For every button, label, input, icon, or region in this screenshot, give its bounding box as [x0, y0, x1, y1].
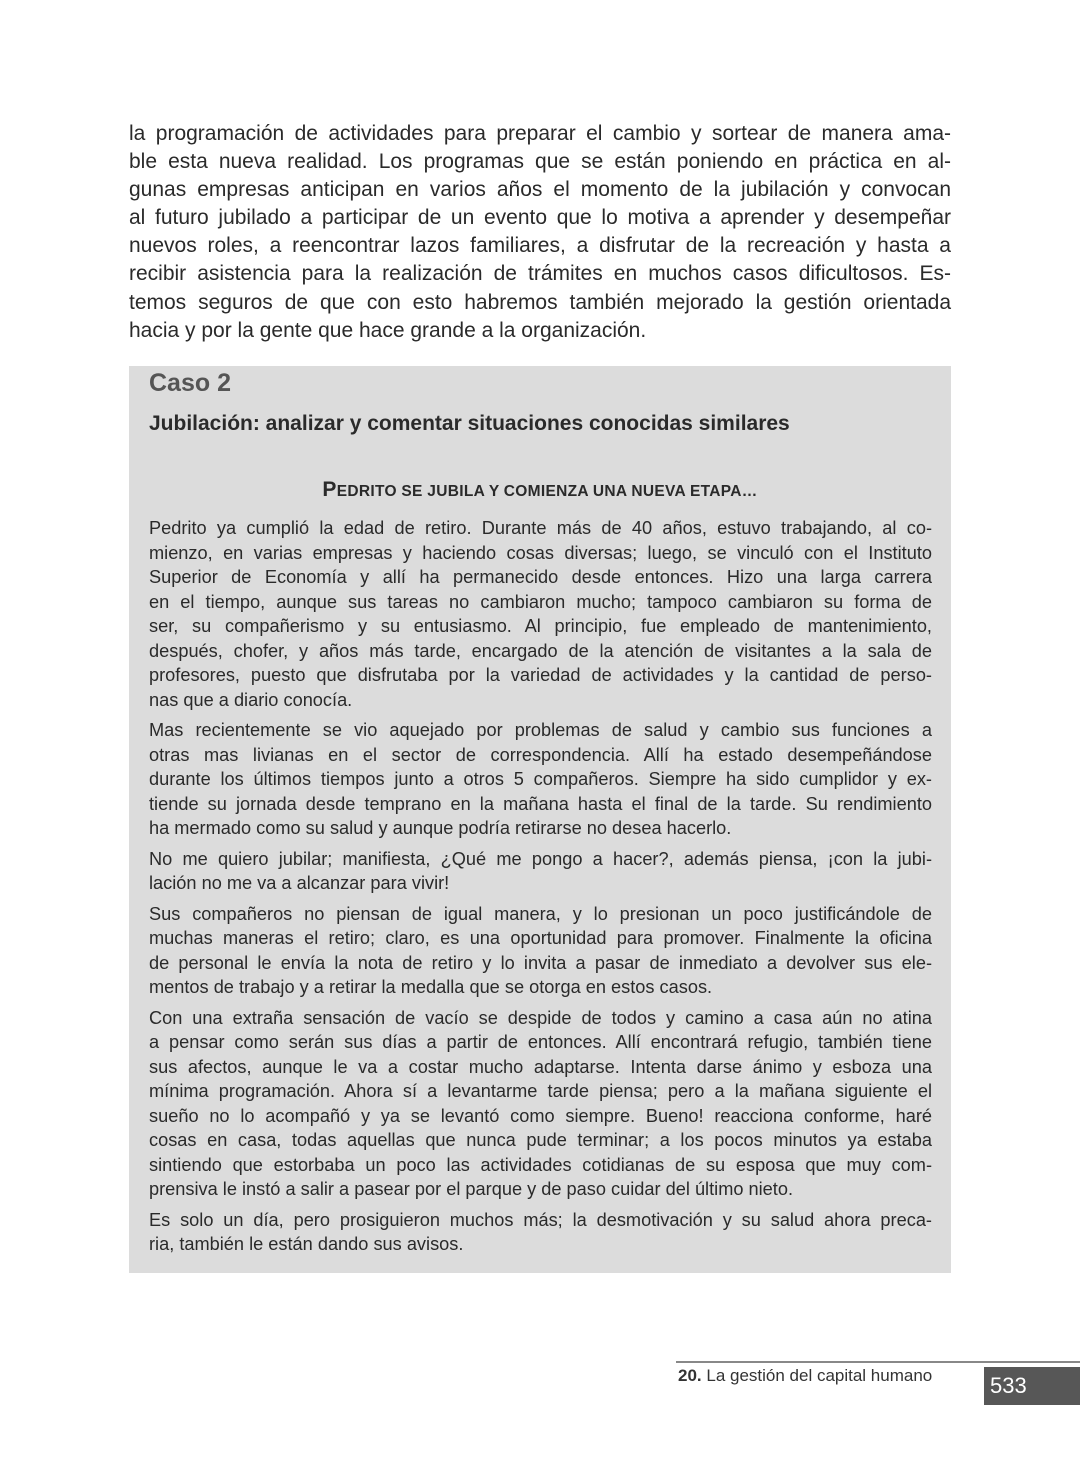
text-line: cosas en casa, todas aquellas que nunca pude terminar; a los pocos minutos ya estaba	[149, 1130, 932, 1150]
story-paragraph	[149, 1006, 932, 1202]
case-title: Caso 2	[149, 369, 231, 397]
text-line: mínima programación. Ahora sí a levantarme tarde piensa; pero a la mañana siguiente el	[149, 1081, 932, 1101]
text-line: prensiva le instó a salir a pasear por el parque y de paso cuidar del último nieto.	[149, 1179, 794, 1199]
text-line: tiende su jornada desde temprano en la mañana hasta el final de la tarde. Su rendimiento	[149, 793, 932, 814]
text-line: ble esta nueva realidad. Los programas que se están poniendo en práctica en al-	[129, 150, 951, 174]
text-line: sueño no lo acompañó y ya se levantó como siempre. Bueno! reacciona conforme, haré	[149, 1105, 932, 1126]
text-line: Pedrito ya cumplió la edad de retiro. Durante más de 40 años, estuvo trabajando, al co-	[149, 518, 932, 538]
story-title-rest: EDRITO SE JUBILA Y COMIENZA UNA NUEVA ETAPA…	[336, 483, 758, 500]
footer-chapter	[678, 1366, 932, 1386]
text-line: Mas recientemente se vio aquejado por problemas de salud y cambio sus funciones a	[149, 720, 932, 740]
text-line: profesores, puesto que disfrutaba por la variedad de actividades y la cantidad de perso-	[149, 665, 932, 685]
text-line: de personal le envía la nota de retiro y lo invita a pasar de inmediato a devolver sus ele-	[149, 952, 932, 973]
text-line: recibir asistencia para la realización de trámites en muchos casos dificultosos. Es-	[129, 262, 951, 286]
text-line: durante los últimos tiempos junto a otros 5 compañeros. Siempre ha sido cumplidor y ex-	[149, 769, 932, 789]
chapter-number: 20.	[678, 1366, 702, 1385]
text-line: Superior de Economía y allí ha permanecido desde entonces. Hizo una larga carrera	[149, 567, 932, 587]
chapter-title: La gestión del capital humano	[701, 1366, 933, 1385]
story-title	[129, 478, 951, 502]
text-line: a pensar como serán sus días a partir de entonces. Allí encontrará refugio, también tiene	[149, 1032, 932, 1052]
text-line: lación no me va a alcanzar para vivir!	[149, 873, 450, 893]
intro-paragraph	[129, 120, 951, 345]
text-line: la programación de actividades para preparar el cambio y sortear de manera ama-	[129, 122, 951, 145]
footer-divider	[676, 1361, 1080, 1363]
text-line: nas que a diario conocía.	[149, 689, 353, 710]
text-line: al futuro jubilado a participar de un evento que lo motiva a aprender y desempeñar	[129, 206, 951, 230]
case-box	[129, 366, 951, 1273]
text-line: en el tiempo, aunque sus tareas no cambiaron mucho; tampoco cambiaron su forma de	[149, 591, 932, 612]
text-line: sus afectos, aunque le va a costar mucho adaptarse. Intenta darse ánimo y esboza una	[149, 1056, 932, 1077]
text-line: nuevos roles, a reencontrar lazos familiares, a disfrutar de la recreación y hasta a	[129, 234, 951, 258]
text-line: ha mermado como su salud y aunque podría retirarse no desea hacerlo.	[149, 818, 732, 838]
text-line: Sus compañeros no piensan de igual manera, y lo presionan un poco justificándole de	[149, 903, 932, 924]
text-line: ria, también le están dando sus avisos.	[149, 1234, 464, 1254]
text-line: gunas empresas anticipan en varios años el momento de la jubilación y convocan	[129, 178, 951, 202]
page-number: 533	[984, 1367, 1080, 1405]
text-line: mentos de trabajo y a retirar la medalla que se otorga en estos casos.	[149, 977, 713, 997]
text-line: después, chofer, y años más tarde, encargado de la atención de visitantes a la sala de	[149, 640, 932, 661]
text-line: Es solo un día, pero prosiguieron muchos más; la desmotivación y su salud ahora preca-	[149, 1209, 932, 1230]
story-paragraph	[149, 516, 932, 712]
story-body	[149, 516, 932, 1263]
story-paragraph	[149, 1208, 932, 1257]
story-paragraph	[149, 847, 932, 896]
story-title-initial: P	[322, 478, 337, 501]
text-line: ser, su compañerismo y su entusiasmo. Al principio, fue empleado de mantenimiento,	[149, 616, 932, 636]
text-line: hacia y por la gente que hace grande a la organización.	[129, 318, 647, 342]
case-subtitle: Jubilación: analizar y comentar situaciones conocidas similares	[149, 412, 790, 435]
text-line: sintiendo que estorbaba un poco las actividades cotidianas de su esposa que muy com-	[149, 1154, 932, 1175]
text-line: mienzo, en varias empresas y haciendo cosas diversas; luego, se vinculó con el Instituto	[149, 542, 932, 563]
text-line: muchas maneras el retiro; claro, es una oportunidad para promover. Finalmente la oficina	[149, 928, 932, 948]
text-line: otras mas livianas en el sector de correspondencia. Allí ha estado desempeñándose	[149, 744, 932, 765]
text-line: No me quiero jubilar; manifiesta, ¿Qué me pongo a hacer?, además piensa, ¡con la jubi-	[149, 848, 932, 869]
story-paragraph	[149, 902, 932, 1000]
text-line: Con una extraña sensación de vacío se despide de todos y camino a casa aún no atina	[149, 1007, 932, 1028]
story-paragraph	[149, 718, 932, 841]
text-line: temos seguros de que con esto habremos también mejorado la gestión orientada	[129, 290, 951, 314]
